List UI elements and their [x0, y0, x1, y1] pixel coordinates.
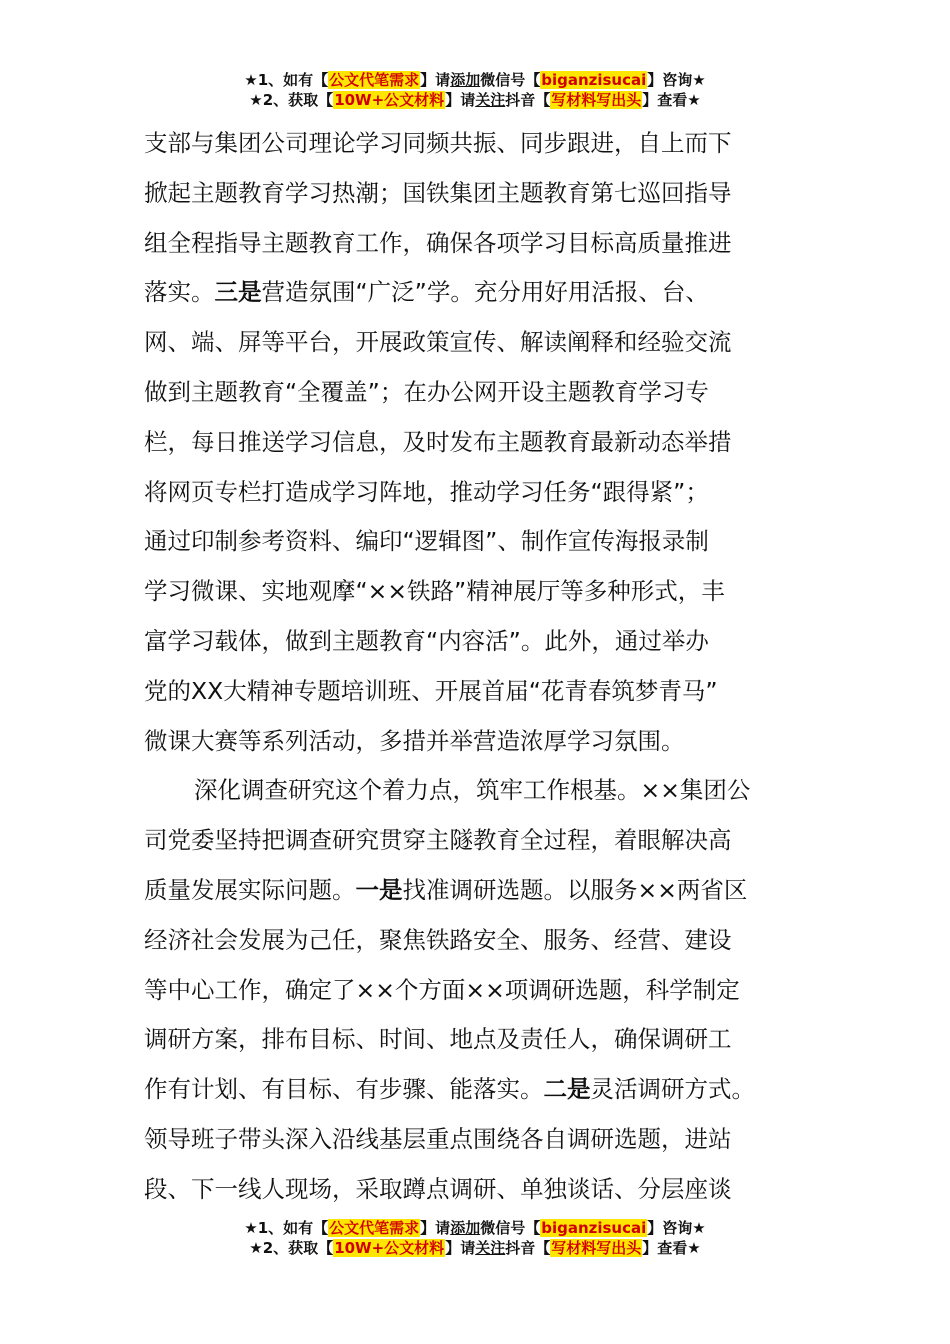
text-line: 微课大赛等系列活动，多措并举营造浓厚学习氛围。 — [144, 726, 685, 755]
text-line: 学习微课、实地观摩“××铁路”精神展厅等多种形式，丰 — [144, 577, 725, 606]
banner-line-2 — [0, 90, 950, 110]
banner-text: 添加 — [450, 1219, 481, 1237]
banner-text: 】咨询★ — [647, 1219, 706, 1237]
text-line: 富学习载体，做到主题教育“内容活”。此外，通过举办 — [144, 626, 709, 655]
banner-highlight: 写材料写出头 — [551, 91, 642, 109]
text-line: 组全程指导主题教育工作，确保各项学习目标高质量推进 — [144, 228, 732, 257]
bold-lead: 三是 — [214, 278, 262, 307]
text-span: 质量发展实际问题。 — [144, 875, 356, 904]
footer-banner — [0, 1218, 950, 1258]
banner-text: 关注 — [475, 1239, 506, 1257]
banner-text: 】查看★ — [642, 1239, 701, 1257]
text-span: 找准调研选题。以服务××两省区 — [402, 875, 748, 904]
text-line: 党的XX大精神专题培训班、开展首届“花青春筑梦青马” — [144, 676, 718, 705]
banner-text: 抖音【 — [505, 91, 551, 109]
banner-text: 】请 — [420, 71, 451, 89]
banner-text: ★2、获取【 — [249, 91, 334, 109]
banner-text: 微信号【 — [480, 71, 541, 89]
text-line: 掀起主题教育学习热潮；国铁集团主题教育第七巡回指导 — [144, 178, 732, 207]
paragraph-1 — [144, 119, 810, 766]
banner-text: ★2、获取【 — [249, 1239, 334, 1257]
banner-highlight: biganzisucai — [541, 71, 647, 89]
text-span: 作有计划、有目标、有步骤、能落实。 — [144, 1075, 544, 1104]
banner-text: ★1、如有【 — [244, 71, 329, 89]
paragraph-2 — [144, 766, 810, 1214]
text-line — [144, 866, 810, 916]
banner-highlight: 10W+公文材料 — [334, 91, 445, 109]
text-line: 段、下一线人现场，采取蹲点调研、单独谈话、分层座谈 — [144, 1174, 732, 1203]
text-line: 领导班子带头深入沿线基层重点围绕各自调研选题，进站 — [144, 1124, 732, 1153]
banner-text: 】查看★ — [642, 91, 701, 109]
banner-line-1 — [0, 1218, 950, 1238]
text-line: 将网页专栏打造成学习阵地，推动学习任务“跟得紧”； — [144, 477, 709, 506]
banner-text: 添加 — [450, 71, 481, 89]
text-line: 调研方案，排布目标、时间、地点及责任人，确保调研工 — [144, 1025, 732, 1054]
banner-text: 】请 — [445, 1239, 476, 1257]
header-banner — [0, 70, 950, 110]
text-line: 栏，每日推送学习信息，及时发布主题教育最新动态举措 — [144, 427, 732, 456]
bold-lead: 一是 — [355, 875, 403, 904]
banner-line-1 — [0, 70, 950, 90]
text-line: 等中心工作，确定了××个方面××项调研选题，科学制定 — [144, 975, 740, 1004]
banner-text: 】咨询★ — [647, 71, 706, 89]
banner-highlight: 公文代笔需求 — [329, 1219, 420, 1237]
banner-text: ★1、如有【 — [244, 1219, 329, 1237]
text-line: 支部与集团公司理论学习同频共振、同步跟进，自上而下 — [144, 129, 732, 157]
text-span: 灵活调研方式。 — [590, 1075, 755, 1104]
banner-text: 抖音【 — [505, 1239, 551, 1257]
banner-text: 微信号【 — [480, 1219, 541, 1237]
banner-highlight: biganzisucai — [541, 1219, 647, 1237]
bold-lead: 二是 — [543, 1075, 591, 1104]
banner-line-2 — [0, 1238, 950, 1258]
text-line: 深化调查研究这个着力点，筑牢工作根基。××集团公 — [194, 776, 751, 805]
banner-highlight: 写材料写出头 — [551, 1239, 642, 1257]
banner-text: 关注 — [475, 91, 506, 109]
text-line: 经济社会发展为己任，聚焦铁路安全、服务、经营、建设 — [144, 925, 732, 954]
text-span: 落实。 — [144, 278, 215, 307]
banner-text: 】请 — [445, 91, 476, 109]
text-line: 司党委坚持把调查研究贯穿主隧教育全过程，着眼解决高 — [144, 826, 732, 855]
text-line: 做到主题教育“全覆盖”；在办公网开设主题教育学习专 — [144, 377, 709, 406]
banner-highlight: 10W+公文材料 — [334, 1239, 445, 1257]
document-body — [144, 119, 810, 1215]
text-line: 网、端、屏等平台，开展政策宣传、解读阐释和经验交流 — [144, 328, 732, 357]
text-line: 通过印制参考资料、编印“逻辑图”、制作宣传海报录制 — [144, 527, 709, 556]
banner-highlight: 公文代笔需求 — [329, 71, 420, 89]
text-line — [144, 1065, 810, 1115]
text-line — [144, 268, 810, 318]
text-span: 营造氛围“广泛”学。充分用好用活报、台、 — [261, 278, 709, 307]
banner-text: 】请 — [420, 1219, 451, 1237]
